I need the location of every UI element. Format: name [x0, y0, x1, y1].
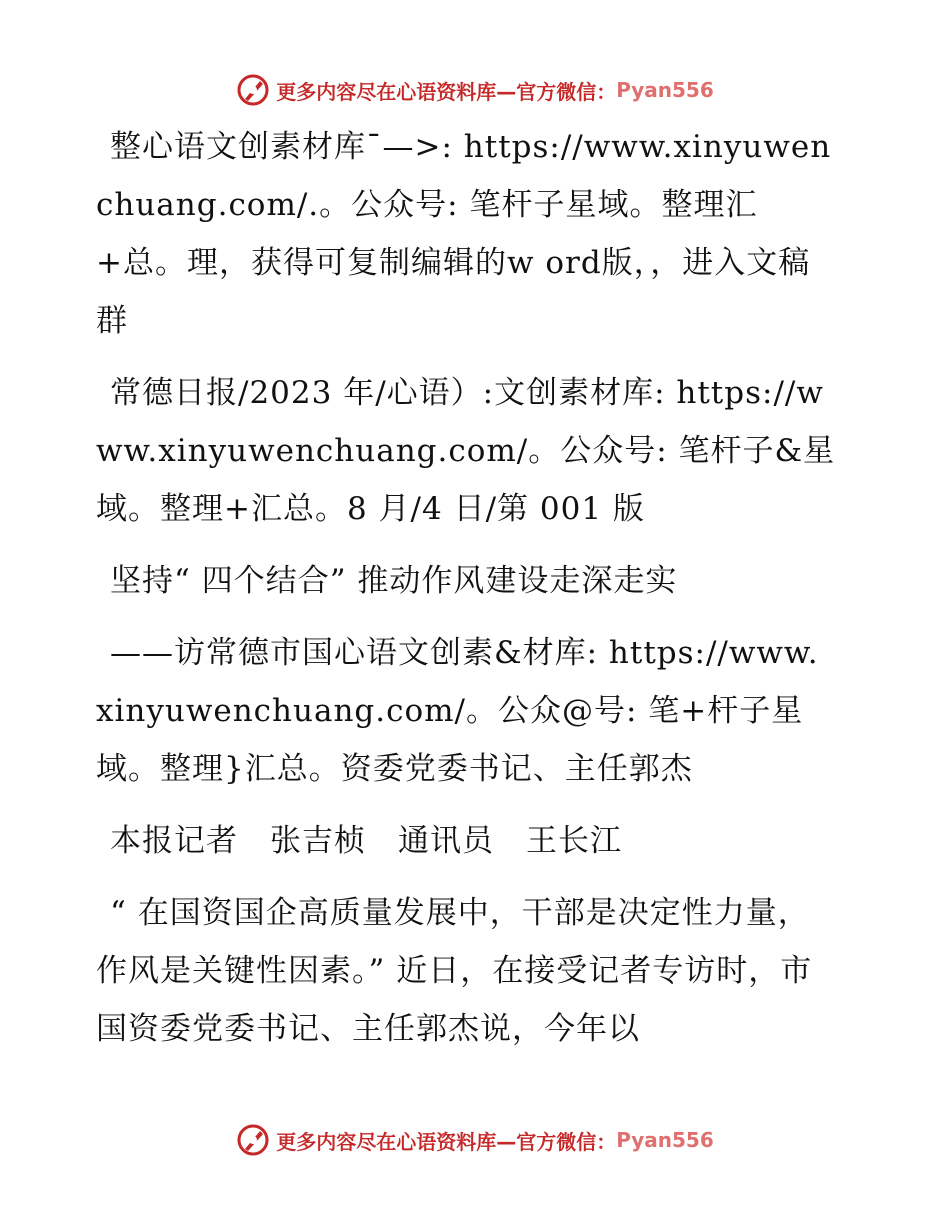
document-body [96, 118, 836, 1072]
article-headline: 坚持“ 四个结合” 推动作风建设走深走实 [110, 563, 678, 599]
footer-watermark-banner [0, 1120, 950, 1160]
article-subtitle: ——访常德市国心语文创素&材库: https://www.xinyuwenchuang.com/。公众@号: 笔+杆子星域。整理}汇总。资委党委书记、主任郭杰 [96, 635, 819, 787]
paragraph-source-note-1: 整心语文创素材库¯—>: https://www.xinyuwenchuang.com/.。公众号: 笔杆子星域。整理汇+总。理，获得可复制编辑的w ord版，，进入文稿群 [96, 129, 832, 339]
quill-logo-icon [236, 1123, 270, 1157]
quill-logo-icon [236, 73, 270, 107]
banner-wechat-id: Pyan556 [616, 1128, 714, 1152]
banner-main-text: 更多内容尽在心语资料库—官方微信： [276, 1129, 617, 1154]
banner-main-text: 更多内容尽在心语资料库—官方微信： [276, 79, 617, 104]
article-byline: 本报记者 张吉桢 通讯员 王长江 [110, 823, 622, 859]
paragraph-publication-info: 常德日报/2023 年/心语）:文创素材库: https://www.xinyuwenchuang.com/。公众号: 笔杆子&星域。整理+汇总。8 月/4 日/第 001 版 [96, 375, 836, 527]
article-body-paragraph: “ 在国资国企高质量发展中，干部是决定性力量，作风是关键性因素。” 近日，在接受记者专访时，市国资委党委书记、主任郭杰说，今年以 [96, 895, 813, 1047]
banner-wechat-id: Pyan556 [616, 78, 714, 102]
header-watermark-banner [0, 70, 950, 110]
